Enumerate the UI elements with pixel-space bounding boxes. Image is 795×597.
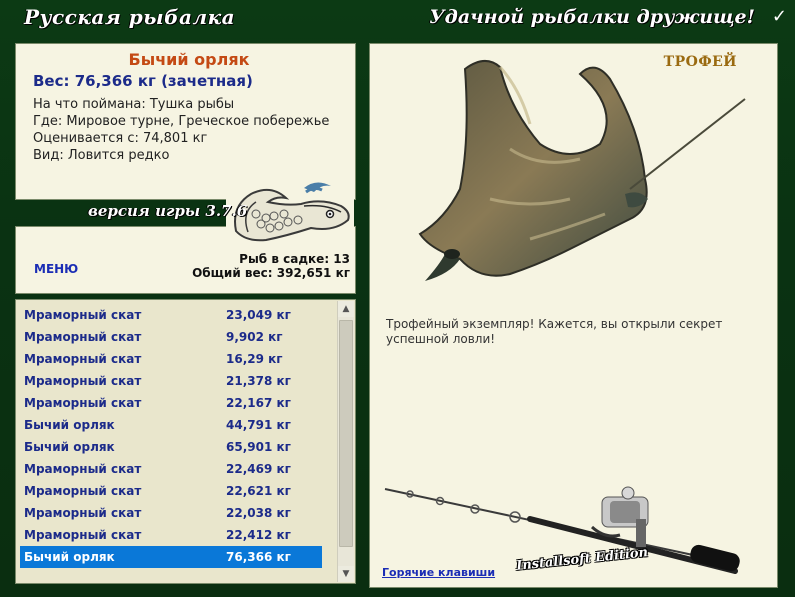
catch-fish-weight: 23,049 кг	[226, 308, 291, 322]
version-label: версия игры 3.7.6	[88, 202, 248, 220]
catch-fish-name: Мраморный скат	[24, 330, 142, 344]
list-item[interactable]	[20, 392, 322, 414]
greeting-title: Удачной рыбалки дружище!	[429, 6, 755, 28]
catch-fish-weight: 16,29 кг	[226, 352, 283, 366]
catch-fish-weight: 65,901 кг	[226, 440, 291, 454]
list-item[interactable]	[20, 524, 322, 546]
list-item[interactable]	[20, 436, 322, 458]
scrollbar[interactable]	[337, 301, 354, 582]
catch-fish-name: Мраморный скат	[24, 484, 142, 498]
catch-fish-name: Бычий орляк	[24, 550, 115, 564]
list-item[interactable]	[20, 370, 322, 392]
location-info: Где: Мировое турне, Греческое побережье	[33, 114, 330, 129]
list-item[interactable]	[20, 348, 322, 370]
trophy-label: ТРОФЕЙ	[663, 54, 737, 70]
hotkeys-link[interactable]: Горячие клавиши	[382, 566, 496, 579]
menu-button[interactable]: МЕНЮ	[34, 262, 79, 276]
catch-fish-weight: 76,366 кг	[226, 550, 291, 564]
catch-fish-name: Мраморный скат	[24, 308, 142, 322]
fish-name: Бычий орляк	[128, 50, 250, 69]
scroll-down-icon[interactable]: ▼	[338, 566, 354, 582]
total-weight: Общий вес: 392,651 кг	[192, 266, 350, 280]
catch-fish-weight: 9,902 кг	[226, 330, 283, 344]
list-item[interactable]	[20, 304, 322, 326]
scroll-thumb[interactable]	[339, 320, 353, 547]
catch-list-panel	[15, 299, 356, 584]
catch-fish-name: Мраморный скат	[24, 374, 142, 388]
catch-fish-weight: 44,791 кг	[226, 418, 291, 432]
list-item[interactable]	[20, 480, 322, 502]
eagle-ray-image	[390, 49, 750, 294]
list-item[interactable]	[20, 546, 322, 568]
catch-fish-weight: 22,469 кг	[226, 462, 291, 476]
catch-fish-name: Мраморный скат	[24, 506, 142, 520]
rarity-info: Вид: Ловится редко	[33, 148, 170, 163]
catch-list	[20, 304, 322, 568]
list-item[interactable]	[20, 326, 322, 348]
trophy-panel	[369, 43, 778, 588]
catch-fish-name: Мраморный скат	[24, 396, 142, 410]
check-icon[interactable]: ✓	[771, 6, 787, 27]
fish-count: Рыб в садке: 13	[239, 252, 350, 266]
catch-fish-name: Бычий орляк	[24, 440, 115, 454]
catch-fish-weight: 22,167 кг	[226, 396, 291, 410]
catch-fish-weight: 21,378 кг	[226, 374, 291, 388]
trophy-message: Трофейный экземпляр! Кажется, вы открыли секрет успешной ловли!	[386, 317, 723, 346]
fish-weight: Вес: 76,366 кг (зачетная)	[33, 72, 253, 90]
catch-fish-name: Мраморный скат	[24, 352, 142, 366]
catch-fish-name: Мраморный скат	[24, 528, 142, 542]
catch-fish-name: Бычий орляк	[24, 418, 115, 432]
valued-info: Оценивается с: 74,801 кг	[33, 131, 208, 146]
catch-fish-weight: 22,412 кг	[226, 528, 291, 542]
scroll-up-icon[interactable]: ▲	[338, 301, 354, 317]
catch-fish-weight: 22,621 кг	[226, 484, 291, 498]
game-title: Русская рыбалка	[24, 5, 236, 29]
list-item[interactable]	[20, 502, 322, 524]
bait-info: На что поймана: Тушка рыбы	[33, 97, 235, 112]
list-item[interactable]	[20, 414, 322, 436]
keepnet-stats	[192, 252, 350, 280]
catch-fish-name: Мраморный скат	[24, 462, 142, 476]
list-item[interactable]	[20, 458, 322, 480]
edition-label: Installsoft Edition	[515, 545, 649, 574]
catch-fish-weight: 22,038 кг	[226, 506, 291, 520]
